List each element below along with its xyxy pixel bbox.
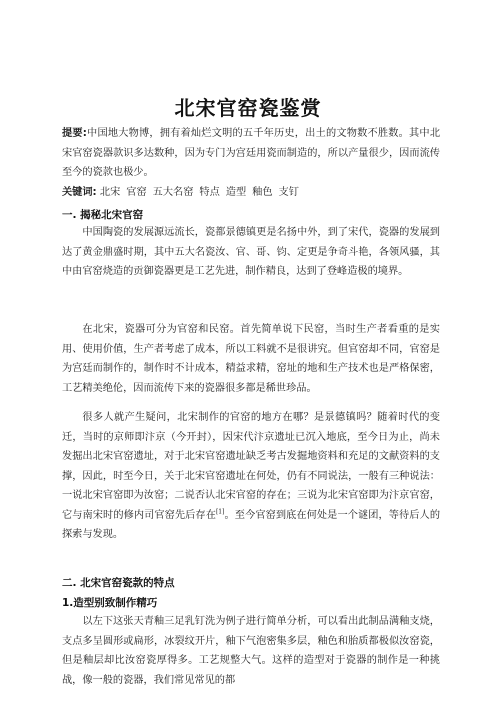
- paragraph: [62, 408, 440, 545]
- keyword: 北宋: [99, 187, 121, 198]
- keyword: 支钉: [278, 187, 299, 198]
- keywords-label: 关键词:: [62, 187, 97, 198]
- abstract: [62, 124, 440, 183]
- paragraph: 以左下这张天青釉三足乳钉洗为例子进行简单分析，可以看出此制品满釉支烧，支点多呈圆形或扁形，冰裂纹开片，釉下气泡密集多层，釉色和胎质都极似汝窑瓷，但是釉层却比汝窑瓷厚得多。工艺规整大气。这样的造型对于瓷器的制作是一种挑战，像一般的瓷器，我们常见常见的都: [62, 616, 440, 686]
- abstract-text: 中国地大物博，拥有着灿烂文明的五千年历史，出土的文物数不胜数。其中北宋官窑瓷器款识多达数种，因为专门为宫廷用瓷而制造的，所以产量很少，因而流传至今的瓷款也极少。: [62, 128, 441, 178]
- citation-marker: [1]: [215, 508, 225, 516]
- subsection-heading: 1.造型别致制作精巧: [62, 597, 158, 609]
- keyword: 釉色: [252, 187, 273, 198]
- keyword: 五大名窑: [152, 187, 194, 198]
- keyword: 特点: [199, 187, 220, 198]
- page-title: 北宋官窑瓷鉴赏: [174, 96, 322, 120]
- abstract-label: 提要:: [62, 128, 87, 139]
- keyword: 造型: [225, 187, 247, 198]
- paragraph: 中国陶瓷的发展源远流长，瓷都景德镇更是名扬中外，到了宋代，瓷器的发展到达了黄金鼎盛时期，其中五大名瓷汝、官、哥、钧、定更是争奇斗艳，各领风骚，其中由官窑烧造的贡御瓷器更是工艺先进，制作精良，达到了登峰造极的境界。: [62, 227, 440, 277]
- keyword: 官窑: [126, 187, 147, 198]
- section-heading: 二. 北宋官窑瓷款的特点: [62, 577, 175, 589]
- keywords: [62, 183, 440, 203]
- section-heading: 一. 揭秘北宋官窑: [62, 209, 144, 221]
- paragraph: 在北宋，瓷器可分为官窑和民窑。首先简单说下民窑，当时生产者看重的是实用、使用价值，生产者考虑了成本，所以工料就不是很讲究。但官窑却不同，官窑是为宫廷而制作的，制作时不计成本，精益求精，窑址的地和生产技术也是严格保密，工艺精美绝伦，因而流传下来的瓷器很多都是稀世珍品。: [62, 324, 440, 394]
- paragraph-text: 很多人就产生疑问，北宋制作的官窑的地方在哪？是景德镇吗？随着时代的变迁，当时的京师即汴京（今开封），因宋代汴京遗址已沉入地底，至今日为止，尚未发掘出北宋官窑遗址，对于北宋官窑遗址缺乏考古发掘地资料和充足的文献资料的支撑，因此，时至今日，关于北宋官窑遗址在何处，仍有不同说法，一般有三种说法：一说北宋官窑即为汝窑；二说否认北宋官窑的存在；三说为北宋官窑即为汴京官窑，它与南宋时的修内司官窑先后存在: [62, 412, 440, 521]
- paragraph-text: 。至今官窑到底在何处是一个谜团，等待后人的探索与发现。: [62, 509, 441, 540]
